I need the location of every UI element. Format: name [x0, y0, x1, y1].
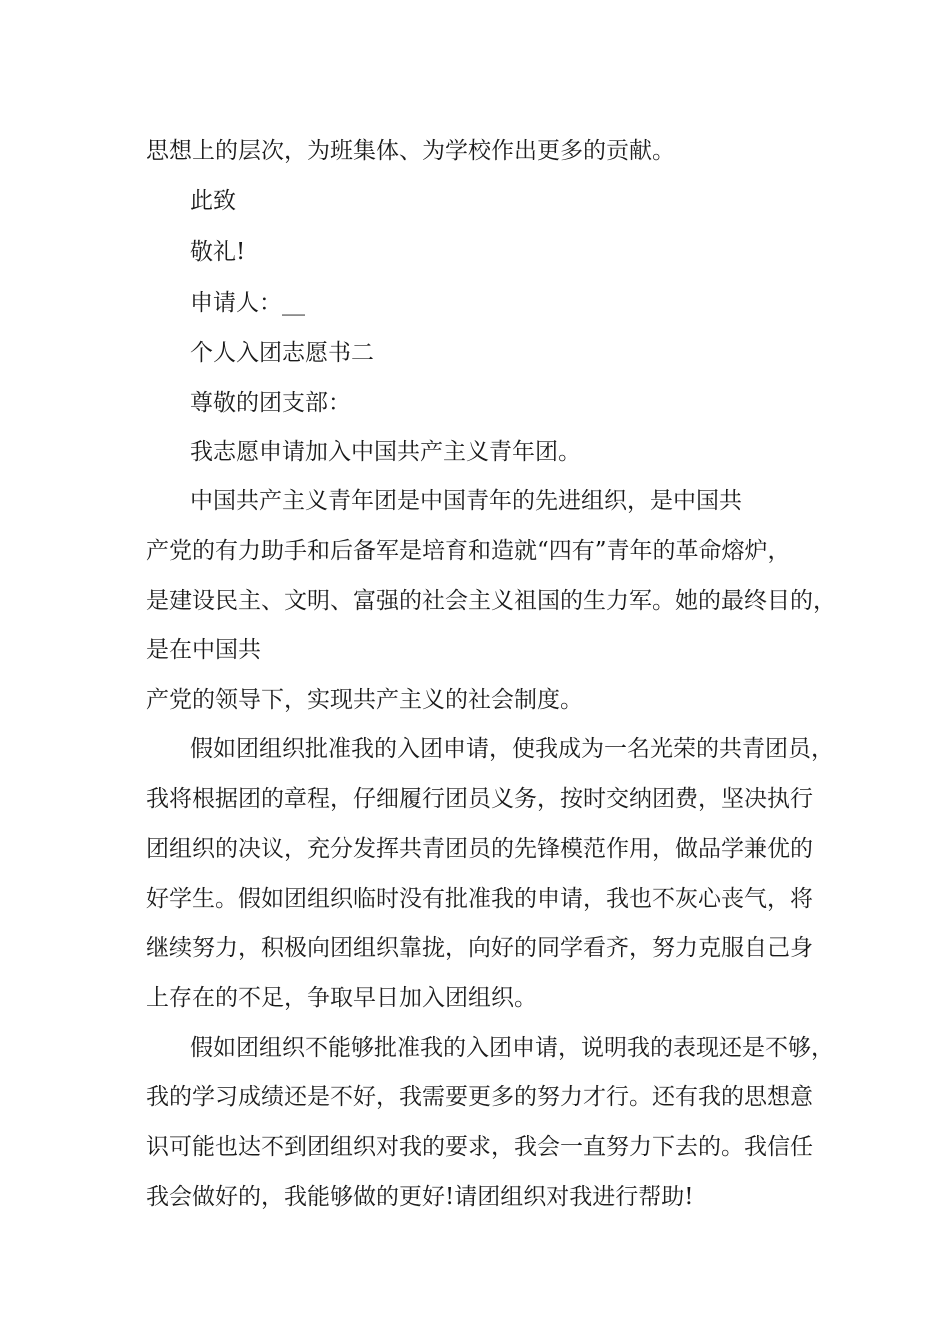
text-line: 我会做好的，我能够做的更好!请团组织对我进行帮助!: [146, 1184, 694, 1210]
text-line: 假如团组织不能够批准我的入团申请，说明我的表现还是不够，: [190, 1035, 834, 1061]
text-line: 上存在的不足，争取早日加入团组织。: [146, 985, 537, 1011]
text-line: 我志愿申请加入中国共产主义青年团。: [190, 439, 581, 465]
text-line: 中国共产主义青年团是中国青年的先进组织，是中国共: [190, 488, 742, 514]
salutation-closing: 此致: [190, 188, 236, 214]
text-line: 我将根据团的章程，仔细履行团员义务，按时交纳团费，坚决执行: [146, 786, 813, 812]
salutation-regards: 敬礼!: [190, 239, 246, 265]
text-line: 产党的领导下，实现共产主义的社会制度。: [146, 687, 583, 713]
addressee: 尊敬的团支部：: [190, 390, 351, 416]
text-line: 产党的有力助手和后备军是培育和造就“四有”青年的革命熔炉，: [146, 538, 791, 564]
applicant-signature-line: 申请人：__: [190, 290, 305, 316]
text-line: 继续努力，积极向团组织靠拢，向好的同学看齐，努力克服自己身: [146, 935, 813, 961]
section-title: 个人入团志愿书二: [190, 340, 374, 366]
text-line: 团组织的决议，充分发挥共青团员的先锋模范作用，做品学兼优的: [146, 836, 813, 862]
text-line: 识可能也达不到团组织对我的要求，我会一直努力下去的。我信任: [146, 1134, 813, 1160]
text-line: 好学生。假如团组织临时没有批准我的申请，我也不灰心丧气，将: [146, 886, 813, 912]
text-line: 是在中国共: [146, 637, 261, 663]
text-line: 假如团组织批准我的入团申请，使我成为一名光荣的共青团员，: [190, 736, 834, 762]
text-line: 思想上的层次，为班集体、为学校作出更多的贡献。: [146, 138, 675, 164]
text-line: 是建设民主、文明、富强的社会主义祖国的生力军。她的最终目的，: [146, 588, 836, 614]
text-line: 我的学习成绩还是不好，我需要更多的努力才行。还有我的思想意: [146, 1084, 813, 1110]
